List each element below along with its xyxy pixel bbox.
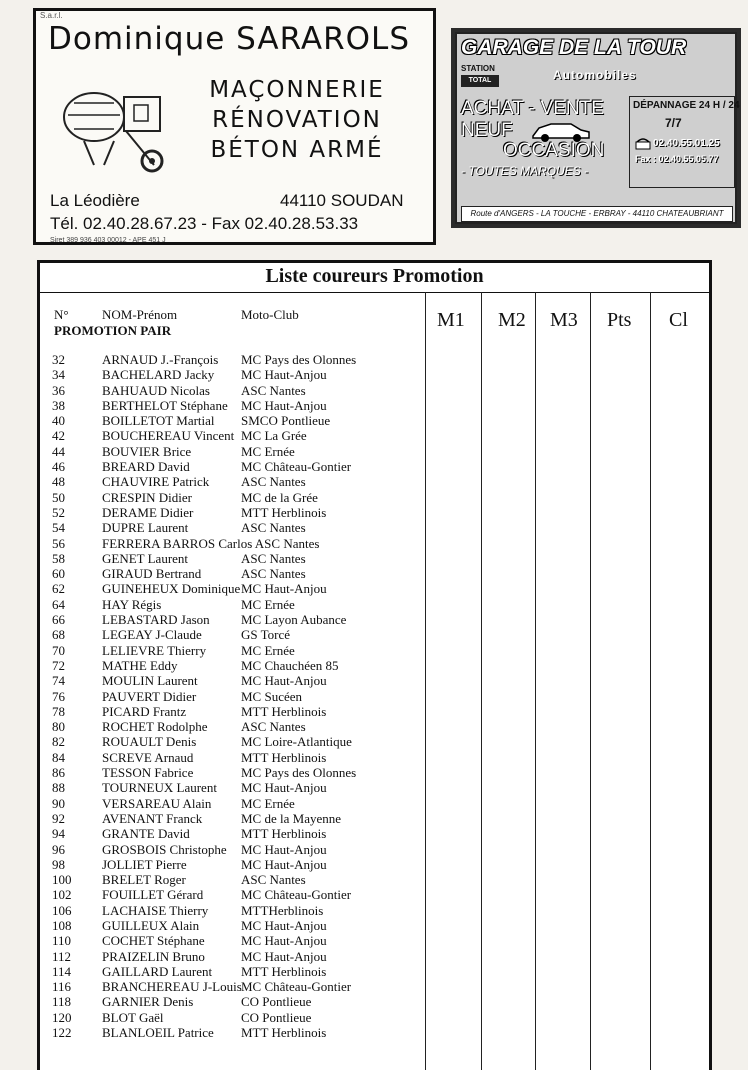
company-form: S.a.r.l. <box>40 11 63 20</box>
table-row <box>40 704 709 719</box>
rider-name: DUPRE Laurent <box>102 520 189 536</box>
rider-club: MC Haut-Anjou <box>241 367 327 383</box>
rider-club: MC Haut-Anjou <box>241 917 327 933</box>
rider-name: GRANTE David <box>102 826 190 842</box>
rider-club: MTT Herblinois <box>241 749 327 765</box>
rider-number: 36 <box>52 382 65 398</box>
table-row <box>40 887 709 902</box>
rider-club: MC Ernée <box>241 795 295 811</box>
rider-number: 68 <box>52 627 65 643</box>
rider-number: 40 <box>52 413 65 429</box>
rider-name: MATHE Eddy <box>102 657 178 673</box>
rider-club: MC de la Mayenne <box>241 810 342 826</box>
rider-club: MC Haut-Anjou <box>241 856 327 872</box>
rider-club: MC Haut-Anjou <box>241 581 327 597</box>
rider-club: MC Haut-Anjou <box>241 933 327 949</box>
table-row <box>40 796 709 811</box>
rider-name: CHAUVIRE Patrick <box>102 474 210 490</box>
toutes-marques-label: - TOUTES MARQUES - <box>461 164 589 178</box>
rider-club: MC Ernée <box>241 642 295 658</box>
rider-club: MC Loire-Atlantique <box>241 734 352 750</box>
rider-number: 96 <box>52 841 65 857</box>
rider-number: 78 <box>52 703 65 719</box>
rider-number: 38 <box>52 397 65 413</box>
header-number: N° <box>54 307 69 322</box>
riders-rows <box>40 352 709 1040</box>
rider-number: 92 <box>52 810 65 826</box>
rider-name: LEBASTARD Jason <box>102 612 210 628</box>
rider-club: MTT Herblinois <box>241 826 327 842</box>
garage-title: GARAGE DE LA TOUR <box>461 36 687 59</box>
table-row <box>40 520 709 535</box>
rider-club: MC Haut-Anjou <box>241 948 327 964</box>
rider-club: ASC Nantes <box>241 474 306 490</box>
rider-name: DERAME Didier <box>102 504 194 520</box>
header-m2: M2 <box>498 309 526 331</box>
table-row <box>40 352 709 367</box>
table-row <box>40 719 709 734</box>
title-divider <box>40 292 709 293</box>
rider-name: GROSBOIS Christophe <box>102 841 227 857</box>
table-row <box>40 994 709 1009</box>
table-row <box>40 413 709 428</box>
rider-number: 76 <box>52 688 65 704</box>
rider-club: MC Haut-Anjou <box>241 841 327 857</box>
header-name: NOM-Prénom <box>102 307 178 322</box>
rider-name: BACHELARD Jacky <box>102 367 215 383</box>
rider-name: HAY Régis <box>102 596 162 612</box>
rider-name: COCHET Stéphane <box>102 933 205 949</box>
table-row <box>40 643 709 658</box>
rider-number: 90 <box>52 795 65 811</box>
header-rank: Cl <box>669 309 688 331</box>
rider-name: CRESPIN Didier <box>102 489 192 505</box>
rider-number: 66 <box>52 612 65 628</box>
rider-number: 116 <box>52 979 72 995</box>
rider-number: 84 <box>52 749 65 765</box>
garage-address: Route d'ANGERS - LA TOUCHE - ERBRAY - 44110 CHATEAUBRIANT <box>461 206 733 222</box>
phone-icon <box>635 138 651 150</box>
rider-number: 48 <box>52 474 65 490</box>
table-row <box>40 505 709 520</box>
rider-club: MC Chauchéen 85 <box>241 657 339 673</box>
trade-concrete: BÉTON ARMÉ <box>210 137 384 163</box>
rider-club: MC La Grée <box>241 428 307 444</box>
table-row <box>40 658 709 673</box>
rider-club: MC Ernée <box>241 443 295 459</box>
rider-name: BLOT Gaël <box>102 1009 164 1025</box>
garage-fax: Fax : 02.40.55.05.77 <box>635 154 719 164</box>
rider-club: MC Pays des Olonnes <box>241 765 357 781</box>
rider-club: CO Pontlieue <box>241 994 312 1010</box>
table-row <box>40 780 709 795</box>
rider-club: SMCO Pontlieue <box>241 413 331 429</box>
rider-club: CO Pontlieue <box>241 1009 312 1025</box>
table-row <box>40 903 709 918</box>
company-siret: Siret 389 936 403 00012 - APE 451 J <box>50 237 166 244</box>
rider-club: MC Ernée <box>241 596 295 612</box>
table-row <box>40 627 709 642</box>
rider-number: 44 <box>52 443 65 459</box>
rider-name: GIRAUD Bertrand <box>102 566 202 582</box>
header-m1: M1 <box>437 309 465 331</box>
table-row <box>40 918 709 933</box>
occasion-label: OCCASION <box>503 140 605 161</box>
rider-club: MTTHerblinois <box>241 902 324 918</box>
rider-club: MC Haut-Anjou <box>241 780 327 796</box>
rider-number: 100 <box>52 872 72 888</box>
table-row <box>40 444 709 459</box>
table-row <box>40 765 709 780</box>
rider-number: 88 <box>52 780 65 796</box>
rider-name: BAHUAUD Nicolas <box>102 382 210 398</box>
garage-phone: 02.40.55.01.25 <box>653 138 720 149</box>
rider-name: ARNAUD J.-François <box>102 352 219 367</box>
rider-number: 120 <box>52 1009 72 1025</box>
cement-mixer-icon <box>54 75 172 175</box>
rider-number: 46 <box>52 459 65 475</box>
rider-number: 102 <box>52 887 72 903</box>
table-row <box>40 673 709 688</box>
rider-club: MC Château-Gontier <box>241 459 352 475</box>
rider-name: FERRERA BARROS Carlos ASC Nantes <box>102 535 320 551</box>
rider-club: MC de la Grée <box>241 489 318 505</box>
table-row <box>40 872 709 887</box>
rider-club: ASC Nantes <box>241 382 306 398</box>
company-phone-fax: Tél. 02.40.28.67.23 - Fax 02.40.28.53.33 <box>50 214 359 233</box>
rider-name: LEGEAY J-Claude <box>102 627 202 643</box>
rider-name: BERTHELOT Stéphane <box>102 397 228 413</box>
table-row <box>40 367 709 382</box>
table-row <box>40 1010 709 1025</box>
rider-name: TOURNEUX Laurent <box>102 780 217 796</box>
table-row <box>40 750 709 765</box>
table-row <box>40 581 709 596</box>
company-city: 44110 SOUDAN <box>280 191 404 210</box>
rider-number: 42 <box>52 428 65 444</box>
table-row <box>40 826 709 841</box>
rider-name: BLANLOEIL Patrice <box>102 1025 214 1041</box>
rider-name: FOUILLET Gérard <box>102 887 204 903</box>
rider-name: PAUVERT Didier <box>102 688 197 704</box>
rider-number: 64 <box>52 596 65 612</box>
rider-name: GARNIER Denis <box>102 994 194 1010</box>
rider-name: BOILLETOT Martial <box>102 413 215 429</box>
table-row <box>40 474 709 489</box>
trade-renovation: RÉNOVATION <box>212 107 382 133</box>
rider-number: 108 <box>52 917 72 933</box>
rider-number: 82 <box>52 734 65 750</box>
table-row <box>40 597 709 612</box>
riders-list <box>37 260 712 1070</box>
table-row <box>40 734 709 749</box>
rider-club: MC Haut-Anjou <box>241 397 327 413</box>
rider-name: MOULIN Laurent <box>102 673 198 689</box>
rider-name: BOUCHEREAU Vincent <box>102 428 235 444</box>
table-row <box>40 612 709 627</box>
rider-number: 74 <box>52 673 65 689</box>
rider-club: MC Layon Aubance <box>241 612 347 628</box>
table-row <box>40 551 709 566</box>
seven-days-label: 7/7 <box>665 116 682 130</box>
rider-name: BREARD David <box>102 459 190 475</box>
table-row <box>40 566 709 581</box>
automobiles-label: Automobiles <box>553 68 637 82</box>
total-logo: TOTAL <box>461 75 499 87</box>
rider-name: GUILLEUX Alain <box>102 917 200 933</box>
rider-number: 52 <box>52 504 65 520</box>
table-row <box>40 490 709 505</box>
company-place: La Léodière <box>50 191 140 210</box>
table-row <box>40 689 709 704</box>
rider-club: GS Torcé <box>241 627 291 643</box>
rider-club: MTT Herblinois <box>241 1025 327 1041</box>
rider-club: MC Sucéen <box>241 688 303 704</box>
rider-name: ROCHET Rodolphe <box>102 719 208 735</box>
rider-name: BOUVIER Brice <box>102 443 192 459</box>
rider-number: 50 <box>52 489 65 505</box>
rider-name: GENET Laurent <box>102 550 189 566</box>
table-row <box>40 536 709 551</box>
section-label: PROMOTION PAIR <box>54 323 172 338</box>
rider-number: 72 <box>52 657 65 673</box>
table-row <box>40 398 709 413</box>
header-points: Pts <box>607 309 632 331</box>
rider-name: SCREVE Arnaud <box>102 749 194 765</box>
rider-number: 34 <box>52 367 65 383</box>
masonry-advertisement <box>33 8 436 245</box>
rider-number: 94 <box>52 826 65 842</box>
rider-club: MC Haut-Anjou <box>241 673 327 689</box>
table-row <box>40 933 709 948</box>
rider-number: 114 <box>52 963 72 979</box>
neuf-label: NEUF <box>461 120 513 141</box>
rider-club: MC Château-Gontier <box>241 979 352 995</box>
rider-name: VERSAREAU Alain <box>102 795 212 811</box>
table-row <box>40 949 709 964</box>
achat-vente-label: ACHAT - VENTE <box>461 98 604 119</box>
rider-club: ASC Nantes <box>241 550 306 566</box>
rider-number: 86 <box>52 765 65 781</box>
rider-name: BRELET Roger <box>102 872 186 888</box>
rider-number: 122 <box>52 1025 72 1041</box>
rider-number: 110 <box>52 933 72 949</box>
rider-number: 70 <box>52 642 65 658</box>
rider-name: GAILLARD Laurent <box>102 963 213 979</box>
table-row <box>40 428 709 443</box>
rider-number: 118 <box>52 994 72 1010</box>
rider-name: PICARD Frantz <box>102 703 187 719</box>
rider-club: ASC Nantes <box>241 566 306 582</box>
header-club: Moto-Club <box>241 307 299 322</box>
rider-club: MC Château-Gontier <box>241 887 352 903</box>
rider-name: TESSON Fabrice <box>102 765 194 781</box>
garage-advertisement <box>451 28 741 228</box>
rider-number: 56 <box>52 535 65 551</box>
table-row <box>40 811 709 826</box>
rider-name: JOLLIET Pierre <box>102 856 187 872</box>
rider-club: ASC Nantes <box>241 719 306 735</box>
rider-name: LELIEVRE Thierry <box>102 642 207 658</box>
rider-name: BRANCHEREAU J-Louis <box>102 979 242 995</box>
company-name: Dominique SARAROLS <box>48 21 410 57</box>
depannage-label: DÉPANNAGE 24 H / 24 <box>633 100 740 111</box>
rider-number: 62 <box>52 581 65 597</box>
table-row <box>40 459 709 474</box>
header-m3: M3 <box>550 309 578 331</box>
rider-name: GUINEHEUX Dominique <box>102 581 241 597</box>
rider-club: ASC Nantes <box>241 872 306 888</box>
rider-number: 32 <box>52 352 65 367</box>
table-row <box>40 964 709 979</box>
list-title: Liste coureurs Promotion <box>265 265 484 287</box>
rider-number: 112 <box>52 948 72 964</box>
trade-masonry: MAÇONNERIE <box>209 77 385 103</box>
rider-number: 80 <box>52 719 65 735</box>
rider-name: PRAIZELIN Bruno <box>102 948 205 964</box>
rider-name: LACHAISE Thierry <box>102 902 209 918</box>
rider-club: MTT Herblinois <box>241 963 327 979</box>
rider-club: MTT Herblinois <box>241 703 327 719</box>
table-row <box>40 1025 709 1040</box>
table-row <box>40 979 709 994</box>
rider-number: 98 <box>52 856 65 872</box>
table-row <box>40 842 709 857</box>
rider-name: AVENANT Franck <box>102 810 203 826</box>
rider-club: MTT Herblinois <box>241 504 327 520</box>
station-label: STATION <box>461 64 495 73</box>
table-row <box>40 383 709 398</box>
rider-club: MC Pays des Olonnes <box>241 352 357 367</box>
table-row <box>40 857 709 872</box>
rider-number: 54 <box>52 520 65 536</box>
rider-number: 106 <box>52 902 72 918</box>
rider-number: 58 <box>52 550 65 566</box>
rider-number: 60 <box>52 566 65 582</box>
rider-name: ROUAULT Denis <box>102 734 197 750</box>
rider-club: ASC Nantes <box>241 520 306 536</box>
